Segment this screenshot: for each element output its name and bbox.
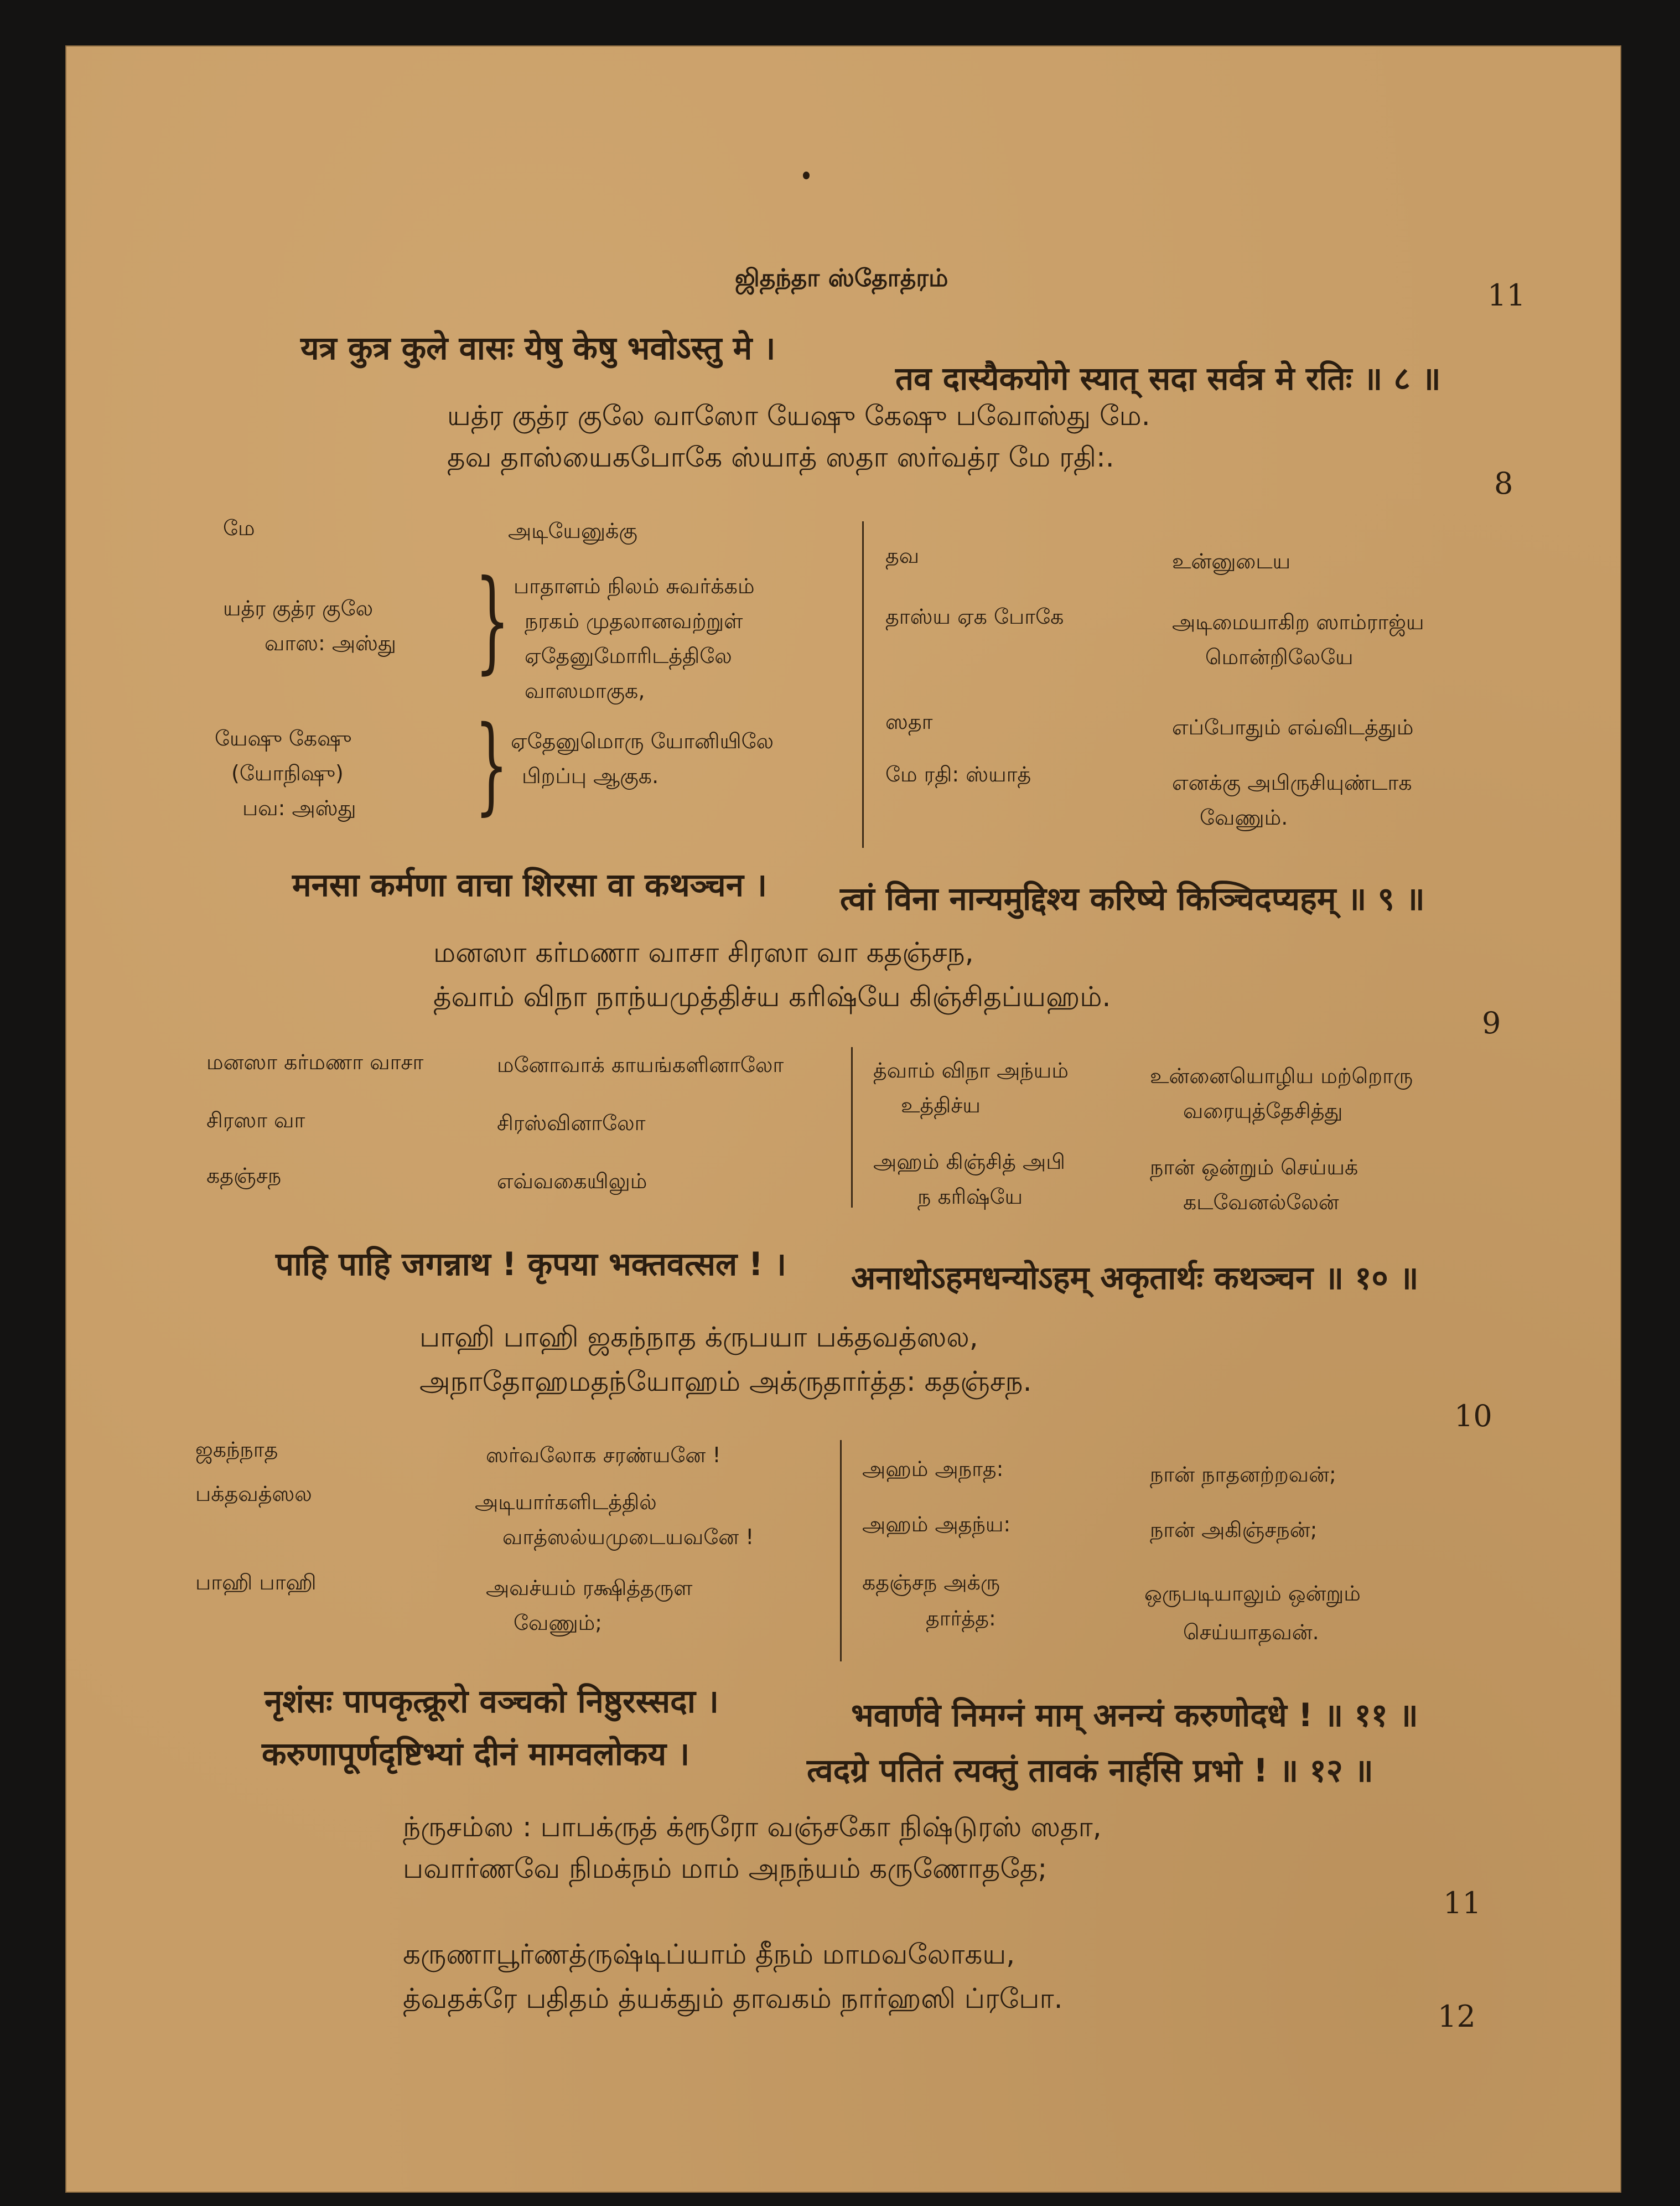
verse11-number: 11	[1443, 1886, 1481, 1920]
verse8-translit-line1: யத்ர குத்ர குலே வாஸோ யேஷு கேஷு பவோஸ்து மே.	[447, 400, 1150, 432]
verse11-sanskrit-a: नृशंसः पापकृत्क्रूरो वञ्चको निष्ठुरस्सदा ।	[265, 1682, 719, 1720]
gloss-term: கதஞ்சந	[206, 1163, 282, 1188]
verse12-sanskrit-b: त्वदग्रे पतितं त्यक्तुं तावकं नार्हसि प्रभो ! ॥ १२ ॥	[807, 1752, 1373, 1789]
gloss-meaning: பாதாளம் நிலம் சுவர்க்கம்	[514, 574, 755, 598]
gloss-meaning: வாஸமாகுக,	[525, 679, 645, 703]
gloss-term: சிரஸா வா	[206, 1108, 305, 1132]
ink-dot	[803, 172, 810, 179]
verse12-sanskrit-a: करुणापूर्णदृष्टिभ्यां दीनं मामवलोकय ।	[262, 1735, 690, 1773]
verse11-translit-line1: ந்ருசம்ஸ : பாபக்ருத் க்ரூரோ வஞ்சகோ நிஷ்டுரஸ் ஸதா,	[403, 1811, 1102, 1843]
gloss-term: கதஞ்சந அக்ரு	[862, 1570, 1000, 1594]
gloss-term: ஸதா	[885, 710, 933, 734]
gloss-term: உத்திச்ய	[901, 1093, 981, 1117]
gloss-term: யத்ர குத்ர குலே	[223, 596, 374, 620]
gloss-term: பவ: அஸ்து	[242, 796, 356, 820]
gloss-meaning: எனக்கு அபிருசியுண்டாக	[1172, 770, 1412, 795]
gloss-term: அஹம் கிஞ்சித் அபி	[873, 1149, 1065, 1174]
verse12-translit-line1: கருணாபூர்ணத்ருஷ்டிப்யாம் தீநம் மாமவலோகய,	[403, 1938, 1015, 1970]
gloss-term: ந கரிஷ்யே	[917, 1184, 1023, 1209]
verse9-sanskrit-b: त्वां विना नान्यमुद्दिश्य करिष्ये किञ्चिदप्यहम् ॥ ९ ॥	[840, 880, 1425, 918]
verse11-sanskrit-b: भवार्णवे निमग्नं माम् अनन्यं करुणोदधे ! ॥ ११ ॥	[851, 1696, 1418, 1734]
gloss-term: (யோநிஷு)	[231, 761, 344, 785]
gloss-term: மனஸா கர்மணா வாசா	[206, 1050, 424, 1074]
gloss-term: தாஸ்ய ஏக போகே	[885, 604, 1064, 629]
gloss-meaning: அடியார்களிடத்தில்	[475, 1490, 657, 1514]
column-divider	[840, 1440, 842, 1661]
gloss-term: தவ	[885, 543, 920, 568]
gloss-meaning: மொன்றிலேயே	[1205, 645, 1354, 669]
verse9-translit-line1: மனஸா கர்மணா வாசா சிரஸா வா கதஞ்சந,	[433, 936, 974, 969]
page-header-title: ஜிதந்தா ஸ்தோத்ரம்	[735, 264, 948, 292]
gloss-meaning: உன்னையொழிய மற்றொரு	[1150, 1064, 1413, 1088]
gloss-meaning: பிறப்பு ஆகுக.	[522, 764, 659, 788]
gloss-term: மே ரதி: ஸ்யாத்	[885, 762, 1031, 786]
gloss-meaning: ஸர்வலோக சரண்யனே !	[486, 1443, 721, 1467]
verse8-sanskrit-b: तव दास्यैकयोगे स्यात् सदा सर्वत्र मे रतिः ॥ ८ ॥	[895, 360, 1441, 397]
gloss-term: ஜகந்நாத	[195, 1437, 278, 1462]
gloss-term: யேஷு கேஷு	[215, 726, 352, 750]
gloss-term: பக்தவத்ஸல	[195, 1482, 312, 1506]
gloss-meaning: வாத்ஸல்யமுடையவனே !	[502, 1525, 754, 1549]
gloss-term: பாஹி பாஹி	[195, 1570, 317, 1594]
verse8-translit-line2: தவ தாஸ்யைகபோகே ஸ்யாத் ஸதா ஸர்வத்ர மே ரதி:.	[447, 441, 1114, 473]
gloss-term: த்வாம் விநா அந்யம்	[873, 1058, 1069, 1083]
verse12-number: 12	[1438, 1999, 1476, 2034]
brace-icon: }	[475, 703, 509, 826]
gloss-term: வாஸ: அஸ்து	[265, 631, 396, 655]
verse9-translit-line2: த்வாம் விநா நாந்யமுத்திச்ய கரிஷ்யே கிஞ்சிதப்யஹம்.	[433, 981, 1111, 1013]
gloss-meaning: நான் நாதனற்றவன்;	[1150, 1462, 1336, 1487]
verse8-number: 8	[1494, 466, 1513, 501]
verse9-sanskrit-a: मनसा कर्मणा वाचा शिरसा वा कथञ्चन ।	[292, 866, 768, 904]
gloss-meaning: வரையுத்தேசித்து	[1183, 1099, 1343, 1123]
gloss-term: அஹம் அதந்ய:	[862, 1512, 1011, 1536]
gloss-meaning: ஏதேனுமொரு யோனியிலே	[511, 729, 774, 753]
column-divider	[851, 1047, 853, 1208]
gloss-meaning: எப்போதும் எவ்விடத்தும்	[1172, 715, 1414, 739]
verse9-number: 9	[1482, 1006, 1501, 1040]
gloss-meaning: வேணும்.	[1200, 805, 1288, 830]
verse10-translit-line2: அநாதோஹமதந்யோஹம் அக்ருதார்த்த: கதஞ்சந.	[419, 1365, 1032, 1397]
verse10-number: 10	[1454, 1399, 1492, 1433]
verse12-translit-line2: த்வதக்ரே பதிதம் த்யக்தும் தாவகம் நார்ஹஸி ப்ரபோ.	[403, 1982, 1063, 2015]
gloss-term: மே	[223, 516, 255, 540]
document-page	[65, 45, 1621, 2193]
gloss-meaning: அவச்யம் ரக்ஷித்தருள	[486, 1576, 693, 1600]
column-divider	[862, 521, 864, 848]
gloss-term: தார்த்த:	[926, 1606, 996, 1630]
gloss-meaning: எவ்வகையிலும்	[497, 1169, 647, 1193]
verse11-translit-line2: பவார்ணவே நிமக்நம் மாம் அநந்யம் கருணோததே;	[403, 1852, 1048, 1884]
gloss-meaning: அடியேனுக்கு	[508, 519, 637, 543]
page-number: 11	[1487, 278, 1526, 313]
gloss-meaning: உன்னுடைய	[1172, 549, 1291, 573]
gloss-meaning: நரகம் முதலானவற்றுள்	[525, 609, 743, 633]
brace-icon: }	[475, 556, 510, 685]
verse8-sanskrit-a: यत्र कुत्र कुले वासः येषु केषु भवोऽस्तु मे ।	[300, 329, 776, 367]
gloss-meaning: சிரஸ்வினாலோ	[497, 1111, 646, 1135]
verse10-sanskrit-b: अनाथोऽहमधन्योऽहम् अकृतार्थः कथञ्चन ॥ १० ॥	[851, 1259, 1419, 1297]
gloss-meaning: செய்யாதவன்.	[1183, 1620, 1319, 1644]
gloss-meaning: அடிமையாகிற ஸாம்ராஜ்ய	[1172, 610, 1424, 634]
verse10-sanskrit-a: पाहि पाहि जगन्नाथ ! कृपया भक्तवत्सल ! ।	[276, 1245, 787, 1283]
gloss-meaning: ஒருபடியாலும் ஒன்றும்	[1144, 1581, 1361, 1606]
gloss-meaning: நான் அகிஞ்சநன்;	[1150, 1518, 1318, 1542]
gloss-meaning: மனோவாக் காயங்களினாலோ	[497, 1053, 784, 1077]
gloss-term: அஹம் அநாத:	[862, 1457, 1004, 1481]
verse10-translit-line1: பாஹி பாஹி ஜகந்நாத க்ருபயா பக்தவத்ஸல,	[419, 1321, 978, 1353]
gloss-meaning: ஏதேனுமோரிடத்திலே	[525, 644, 732, 668]
gloss-meaning: நான் ஒன்றும் செய்யக்	[1150, 1155, 1358, 1179]
gloss-meaning: கடவேனல்லேன்	[1183, 1190, 1339, 1214]
gloss-meaning: வேணும்;	[514, 1611, 603, 1635]
